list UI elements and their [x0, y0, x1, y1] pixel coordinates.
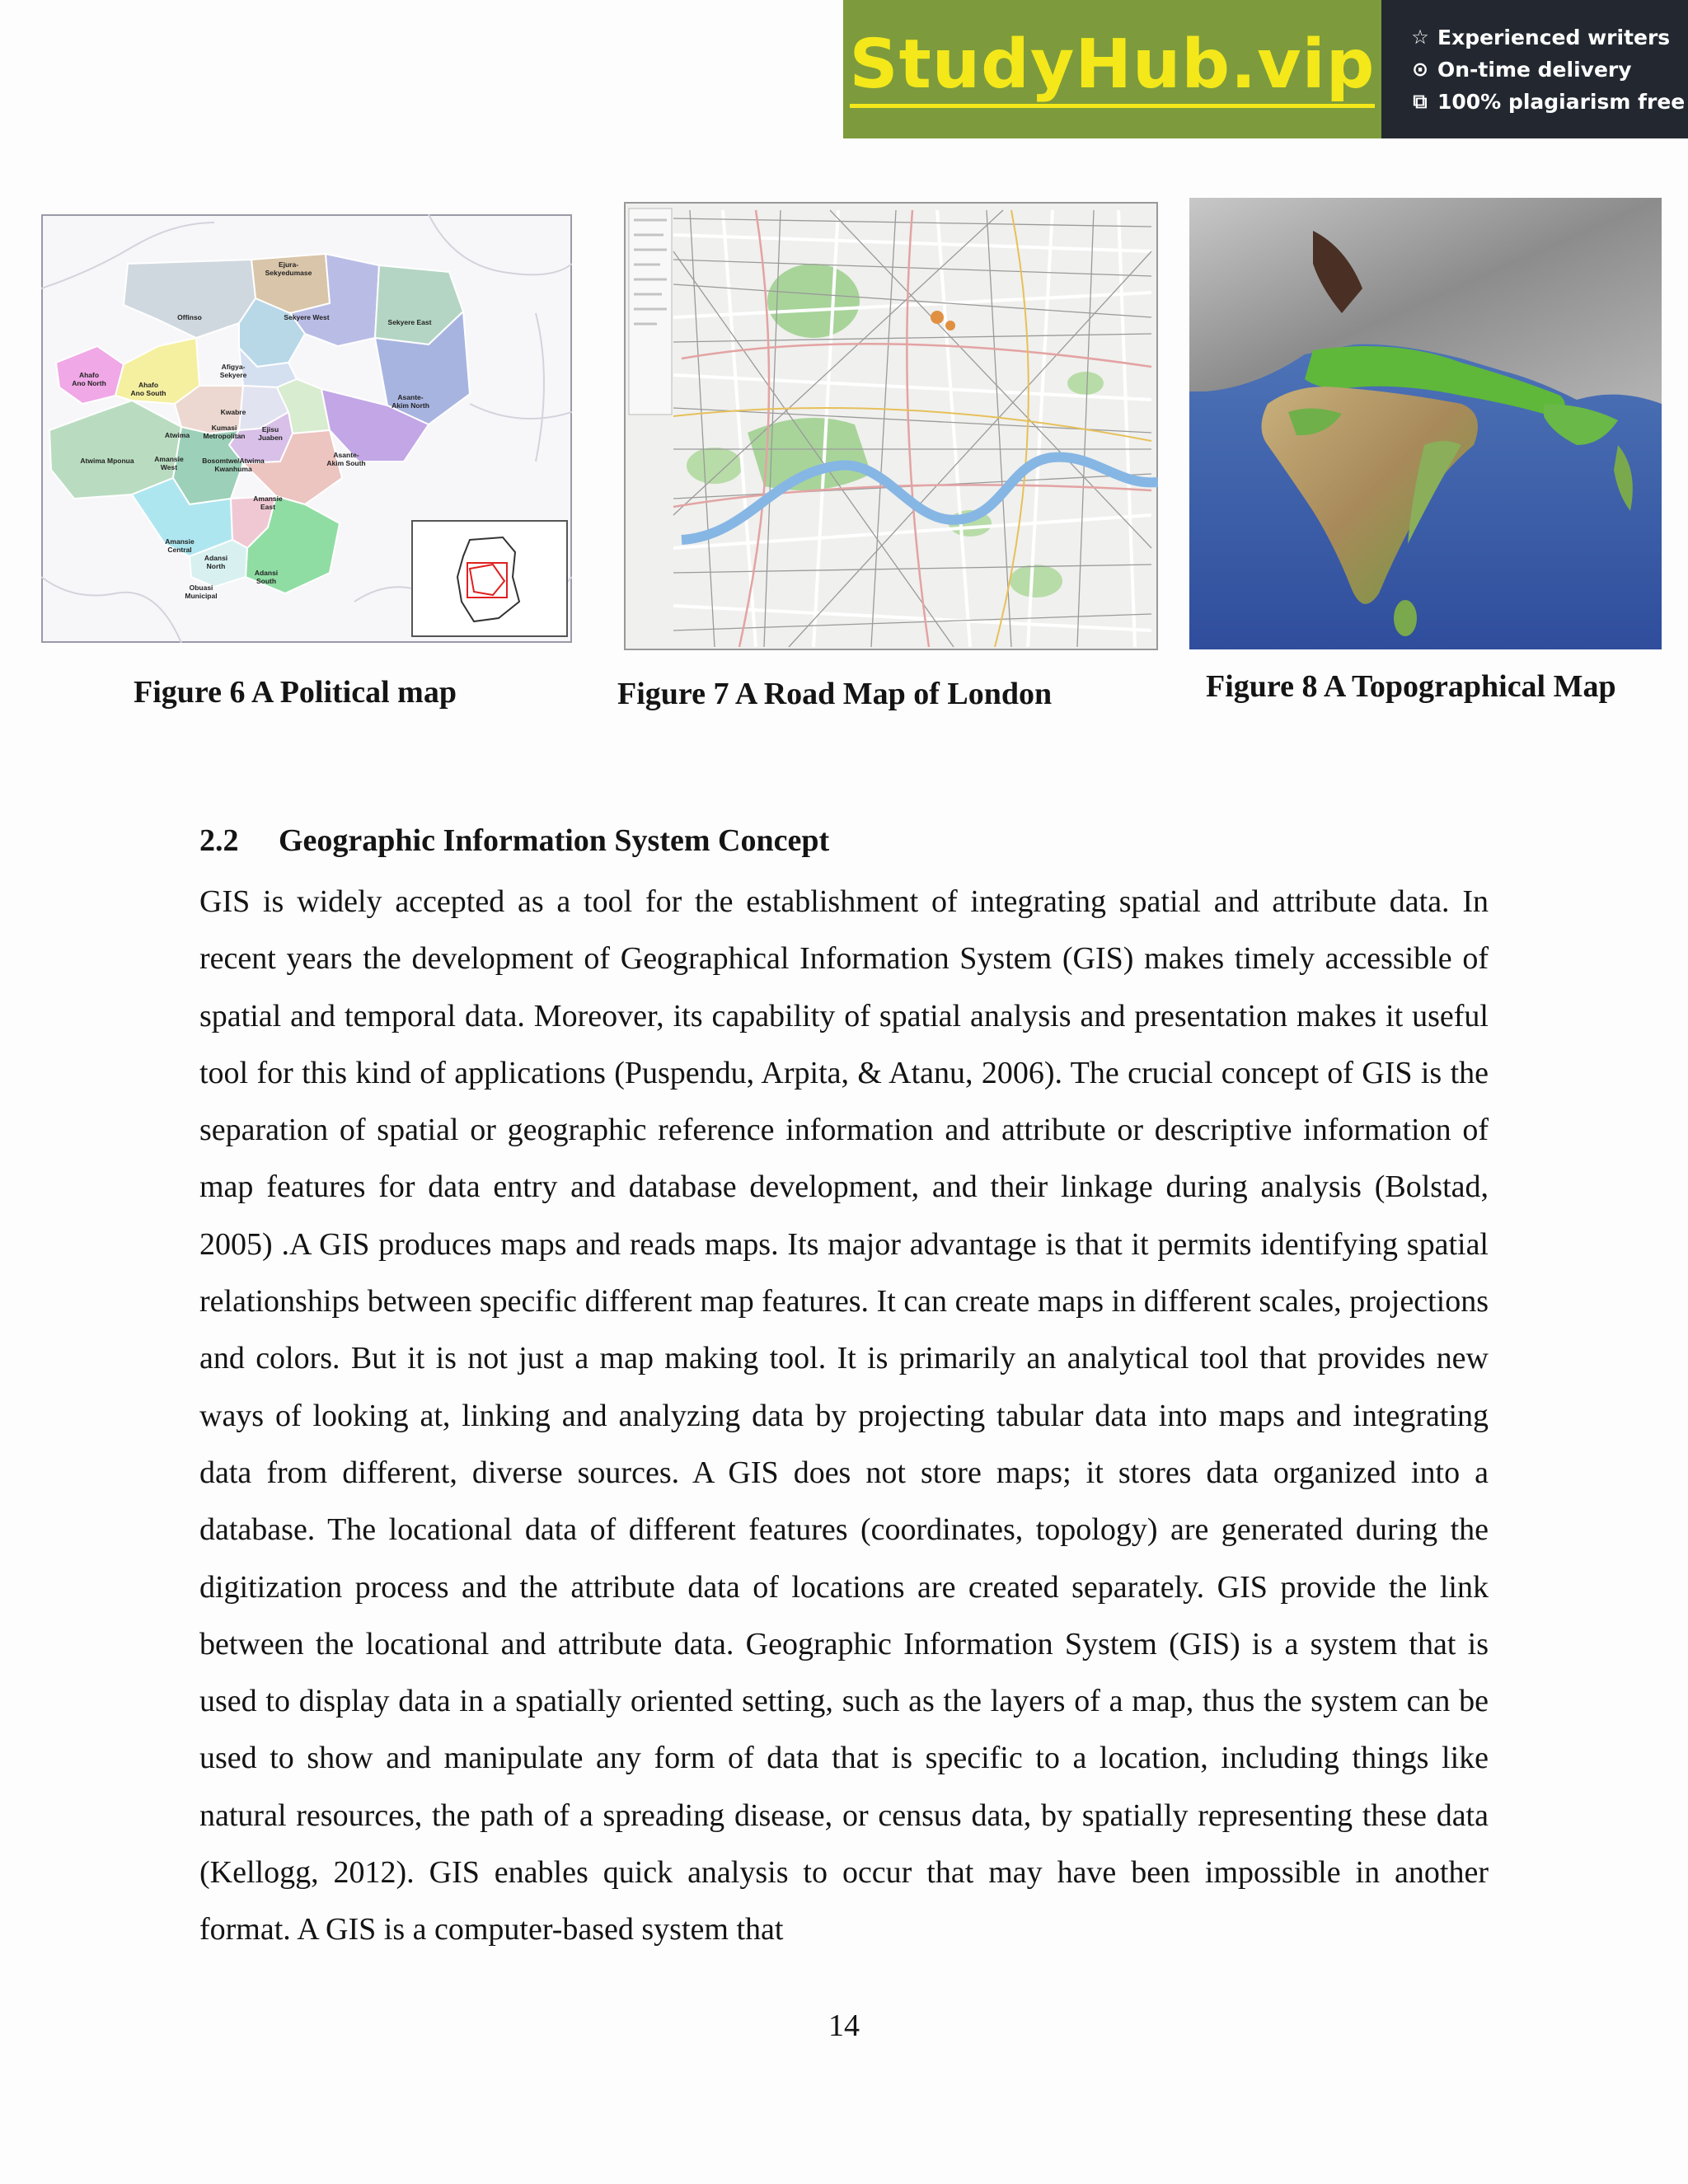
fig6-inset-locator-map [412, 521, 567, 636]
svg-text:KumasiMetropolitan: Kumasi Metropolitan [203, 424, 246, 440]
section-heading [199, 823, 829, 859]
svg-text:AdansiNorth: Adansi North [204, 554, 228, 570]
figure-7-road-map [624, 202, 1158, 650]
studyhub-banner[interactable] [843, 0, 1688, 138]
svg-text:AmansieCentral: Amansie Central [165, 537, 195, 554]
svg-text:Afigya-Sekyere: Afigya-Sekyere [219, 363, 247, 379]
svg-text:AhafoAno North: Ahafo Ano North [72, 371, 106, 387]
svg-text:AmansieWest: Amansie West [154, 455, 184, 471]
svg-text:AmansieEast: Amansie East [253, 494, 283, 511]
svg-text:AhafoAno South: Ahafo Ano South [130, 381, 166, 397]
section-number: 2.2 [199, 823, 239, 858]
page-number: 14 [828, 2008, 860, 2043]
svg-text:Asante-Akim North: Asante-Akim North [392, 393, 429, 410]
figure-6-caption: Figure 6 A Political map [134, 675, 457, 710]
svg-text:AdansiSouth: Adansi South [254, 569, 279, 585]
svg-text:Sekyere West: Sekyere West [284, 313, 330, 321]
feature-item [1409, 58, 1688, 82]
svg-text:Sekyere East: Sekyere East [387, 318, 432, 326]
feature-item [1409, 90, 1688, 114]
brand-logo[interactable]: StudyHub.vip [850, 31, 1376, 108]
figure-8-topographical-map [1189, 198, 1662, 649]
svg-text:Kwabre: Kwabre [220, 408, 246, 416]
svg-text:Asante-Akim South: Asante-Akim South [326, 451, 366, 467]
banner-brand-panel [843, 0, 1381, 138]
feature-text: 100% plagiarism free [1437, 89, 1686, 114]
feature-item [1409, 26, 1688, 49]
svg-text:Offinso: Offinso [177, 313, 202, 321]
figure-6-political-map [41, 214, 572, 643]
svg-text:EjisuJuaben: Ejisu Juaben [258, 425, 283, 442]
star-icon: ☆ [1411, 26, 1429, 49]
feature-text: On-time delivery [1437, 57, 1632, 82]
clock-icon: ⊙ [1411, 58, 1429, 81]
figure-8-caption: Figure 8 A Topographical Map [1206, 669, 1616, 704]
copy-icon: ⧉ [1413, 90, 1428, 113]
svg-text:ObuasiMunicipal: Obuasi Municipal [185, 583, 218, 600]
svg-text:Bosomtwe/AtwimaKwanhuma: Bosomtwe/Atwima Kwanhuma [202, 457, 265, 473]
figure-7-caption: Figure 7 A Road Map of London [617, 677, 1053, 711]
svg-text:Atwima Mponua: Atwima Mponua [80, 457, 134, 465]
feature-text: Experienced writers [1437, 25, 1671, 49]
section-title: Geographic Information System Concept [279, 823, 830, 858]
svg-text:Ejura-Sekyedumase: Ejura-Sekyedumase [265, 260, 312, 277]
body-paragraph: GIS is widely accepted as a tool for the establishment of integrating spatial and attribute data. In recent years the development of Geographical Information System (GIS) makes timely accessible of spatial and temporal data. Moreover, its capability of spatial analysis and presentation makes it useful tool for this kind of applications (Puspendu, Arpita, & Atanu, 2006). The crucial concept of GIS is the separation of spatial or geographic reference information and attribute or descriptive information of map features for data entry and database development, and their linkage during analysis (Bolstad, 2005) .A GIS produces maps and reads maps. Its major advantage is that it permits identifying spatial relationships between specific different map features. It can create maps in different scales, projections and colors. But it is not just a map making tool. It is primarily an analytical tool that provides new ways of looking at, linking and analyzing data by projecting tabular data into maps and integrating data from different, diverse sources. A GIS does not store maps; it stores data organized into a database. The locational data of different features (coordinates, topology) are generated during the digitization process and the attribute data of locations are created separately. GIS provide the link between the locational and attribute data. Geographic Information System (GIS) is a system that is used to display data in a spatially oriented setting, such as the layers of a map, thus the system can be used to show and manipulate any form of data that is specific to a location, including things like natural resources, the path of a spreading disease, or census data, by spatially representing these data (Kellogg, 2012). GIS enables quick analysis to occur that may have been impossible in another format. A GIS is a computer-based system that [199, 884, 1489, 1947]
svg-text:Atwima: Atwima [164, 431, 190, 439]
banner-features [1381, 0, 1688, 138]
